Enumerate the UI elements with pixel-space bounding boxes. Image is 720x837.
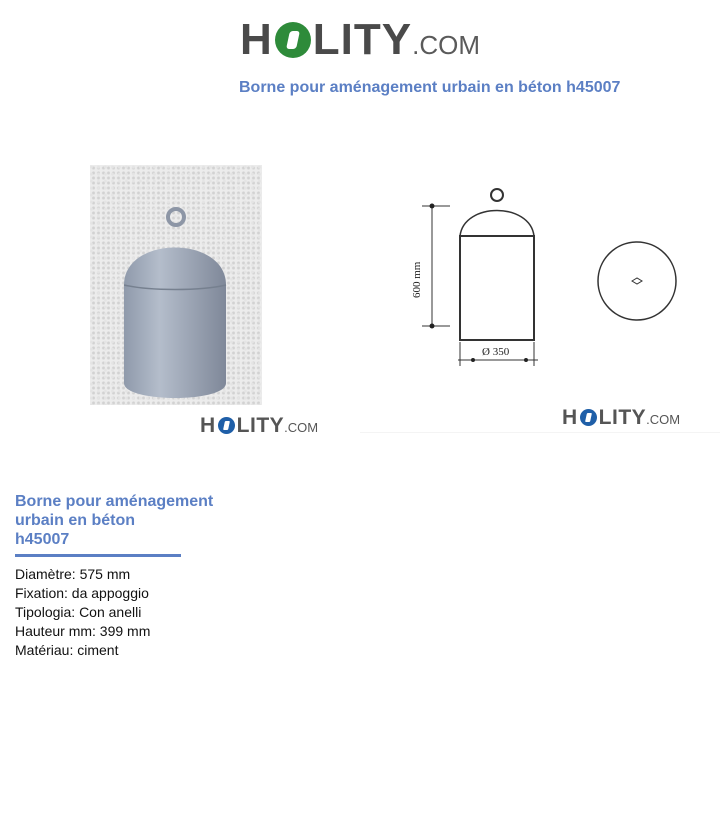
watermark-suffix: .COM <box>284 420 319 435</box>
logo-o-icon <box>218 417 235 434</box>
diameter-dimension-label: Ø 350 <box>482 346 510 358</box>
title-underline <box>15 554 181 557</box>
product-title-line: h45007 <box>15 531 70 548</box>
product-title-line: urbain en béton <box>15 512 135 529</box>
drawing-watermark-logo <box>562 406 680 430</box>
bollard-photo-image <box>120 205 230 400</box>
logo-o-icon <box>580 409 597 426</box>
logo-suffix: .COM <box>412 30 480 60</box>
spec-height: Hauteur mm: 399 mm <box>15 623 151 639</box>
spec-fixation: Fixation: da appoggio <box>15 585 149 601</box>
logo-o-icon <box>275 22 311 58</box>
technical-drawing <box>400 180 700 380</box>
watermark-text-left: H <box>200 414 216 437</box>
watermark-suffix: .COM <box>646 412 681 427</box>
watermark-text-left: H <box>562 406 578 429</box>
product-title-line: Borne pour aménagement <box>15 493 214 510</box>
spec-list <box>15 565 150 660</box>
logo-text-left: H <box>240 15 273 64</box>
page-title: Borne pour aménagement urbain en béton h45007 <box>239 79 621 96</box>
spec-tipologia: Tipologia: Con anelli <box>15 604 142 620</box>
photo-watermark-logo <box>200 414 318 438</box>
height-dimension-label: 600 mm <box>411 261 423 298</box>
spec-diameter: Diamètre: 575 mm <box>15 566 131 582</box>
spec-material: Matériau: ciment <box>15 642 119 658</box>
site-logo[interactable] <box>240 10 480 70</box>
product-title <box>15 492 245 549</box>
watermark-text-right: LITY <box>598 406 647 429</box>
logo-text-right: LITY <box>312 15 413 64</box>
divider <box>360 432 720 433</box>
watermark-text-right: LITY <box>236 414 285 437</box>
